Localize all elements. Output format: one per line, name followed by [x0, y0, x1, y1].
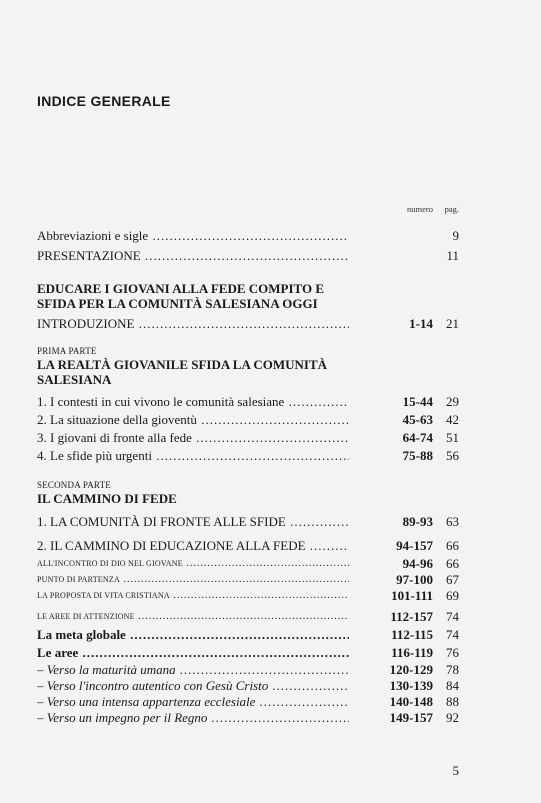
toc-entry — [37, 538, 459, 554]
toc-entry — [37, 710, 459, 726]
toc-entry-numero: 75-88 — [402, 448, 433, 463]
toc-entry — [37, 645, 459, 661]
toc-entry-label: 4. Le sfide più urgenti ..... — [37, 448, 349, 464]
toc-entry-label: – Verso la maturità umana ..... — [37, 662, 349, 678]
toc-entry-page: 9 — [452, 228, 459, 243]
toc-entry — [37, 514, 459, 530]
toc-entry-numero: 130-139 — [389, 678, 433, 693]
toc-entry-page: 78 — [446, 662, 459, 677]
toc-entry-page: 63 — [446, 514, 459, 529]
main-heading-line-2: SFIDA PER LA COMUNITÀ SALESIANA OGGI — [37, 296, 318, 311]
part-title-prima-line-2: SALESIANA — [37, 372, 112, 387]
toc-entry-label: – Verso l'incontro autentico con Gesù Cristo ..... — [37, 678, 349, 694]
toc-entry-label: LE AREE DI ATTENZIONE ..... — [37, 609, 349, 625]
toc-entry-page: 21 — [446, 316, 459, 331]
part-label-prima: PRIMA PARTE — [37, 346, 97, 356]
toc-entry-abbreviazioni — [37, 228, 459, 244]
toc-entry-numero: 45-63 — [402, 412, 433, 427]
toc-entry-label: 1. I contesti in cui vivono le comunità salesiane ..... — [37, 394, 349, 410]
toc-entry-page: 66 — [446, 538, 459, 553]
toc-entry-label: – Verso una intensa appartenza ecclesiale ..... — [37, 694, 349, 710]
toc-entry-page: 42 — [446, 412, 459, 427]
toc-entry-label: 2. La situazione della gioventù ..... — [37, 412, 349, 428]
toc-entry-label: 1. LA COMUNITÀ DI FRONTE ALLE SFIDE ..... — [37, 514, 349, 530]
toc-entry-page: 11 — [446, 248, 459, 263]
toc-entry-numero: 140-148 — [389, 694, 433, 709]
toc-entry-page: 66 — [446, 556, 459, 571]
toc-entry-label: Abbreviazioni e sigle ..... — [37, 228, 349, 244]
toc-entry-label: LA PROPOSTA DI VITA CRISTIANA ..... — [37, 588, 349, 604]
toc-entry — [37, 572, 459, 588]
toc-entry-label: ALL'INCONTRO DI DIO NEL GIOVANE ..... — [37, 556, 349, 572]
toc-entry — [37, 430, 459, 446]
column-header-numero: numero — [407, 204, 433, 214]
toc-entry-numero: 101-111 — [391, 588, 433, 603]
toc-entry-numero: 149-157 — [389, 710, 433, 725]
toc-entry-label: 2. IL CAMMINO DI EDUCAZIONE ALLA FEDE ..... — [37, 538, 349, 554]
page-title: INDICE GENERALE — [37, 93, 171, 109]
toc-entry-label: – Verso un impegno per il Regno ..... — [37, 710, 349, 726]
toc-entry — [37, 609, 459, 625]
toc-entry — [37, 694, 459, 710]
main-heading-line-1: EDUCARE I GIOVANI ALLA FEDE COMPITO E — [37, 281, 325, 296]
toc-entry — [37, 448, 459, 464]
page-number: 5 — [452, 763, 459, 778]
toc-entry — [37, 412, 459, 428]
toc-entry-label: INTRODUZIONE ..... — [37, 316, 349, 332]
toc-entry-page: 92 — [446, 710, 459, 725]
toc-entry-label: 3. I giovani di fronte alla fede ..... — [37, 430, 349, 446]
toc-entry-introduzione — [37, 316, 459, 332]
toc-entry-page: 84 — [446, 678, 459, 693]
toc-entry-page: 56 — [446, 448, 459, 463]
toc-entry-numero: 1-14 — [409, 316, 433, 331]
toc-entry — [37, 662, 459, 678]
toc-entry-page: 29 — [446, 394, 459, 409]
part-title-prima-line-1: LA REALTÀ GIOVANILE SFIDA LA COMUNITÀ — [37, 357, 328, 372]
toc-entry-numero: 116-119 — [391, 645, 433, 660]
toc-entry-label: PUNTO DI PARTENZA ..... — [37, 572, 349, 588]
toc-entry-numero: 94-157 — [396, 538, 433, 553]
toc-entry-numero: 64-74 — [402, 430, 433, 445]
toc-entry-page: 67 — [446, 572, 459, 587]
toc-entry-numero: 97-100 — [396, 572, 433, 587]
toc-entry-numero: 120-129 — [389, 662, 433, 677]
toc-entry-page: 76 — [446, 645, 459, 660]
toc-entry-page: 74 — [446, 609, 459, 624]
toc-entry-label: PRESENTAZIONE ..... — [37, 248, 349, 264]
toc-entry-page: 74 — [446, 627, 459, 642]
part-label-seconda: SECONDA PARTE — [37, 480, 111, 490]
toc-entry-numero: 112-157 — [390, 609, 433, 624]
toc-entry — [37, 394, 459, 410]
toc-entry — [37, 588, 459, 604]
toc-entry-presentazione — [37, 248, 459, 264]
toc-entry-page: 88 — [446, 694, 459, 709]
toc-entry-page: 51 — [446, 430, 459, 445]
toc-entry-numero: 112-115 — [391, 627, 433, 642]
toc-entry — [37, 627, 459, 643]
toc-entry-label: Le aree ..... — [37, 645, 349, 661]
part-title-seconda: IL CAMMINO DI FEDE — [37, 491, 177, 506]
toc-entry — [37, 556, 459, 572]
toc-entry-label: La meta globale ..... — [37, 627, 349, 643]
toc-entry-numero: 94-96 — [402, 556, 433, 571]
column-header-pag: pag. — [444, 204, 459, 214]
toc-entry-numero: 15-44 — [402, 394, 433, 409]
toc-entry-numero: 89-93 — [402, 514, 433, 529]
toc-entry-page: 69 — [446, 588, 459, 603]
toc-entry — [37, 678, 459, 694]
